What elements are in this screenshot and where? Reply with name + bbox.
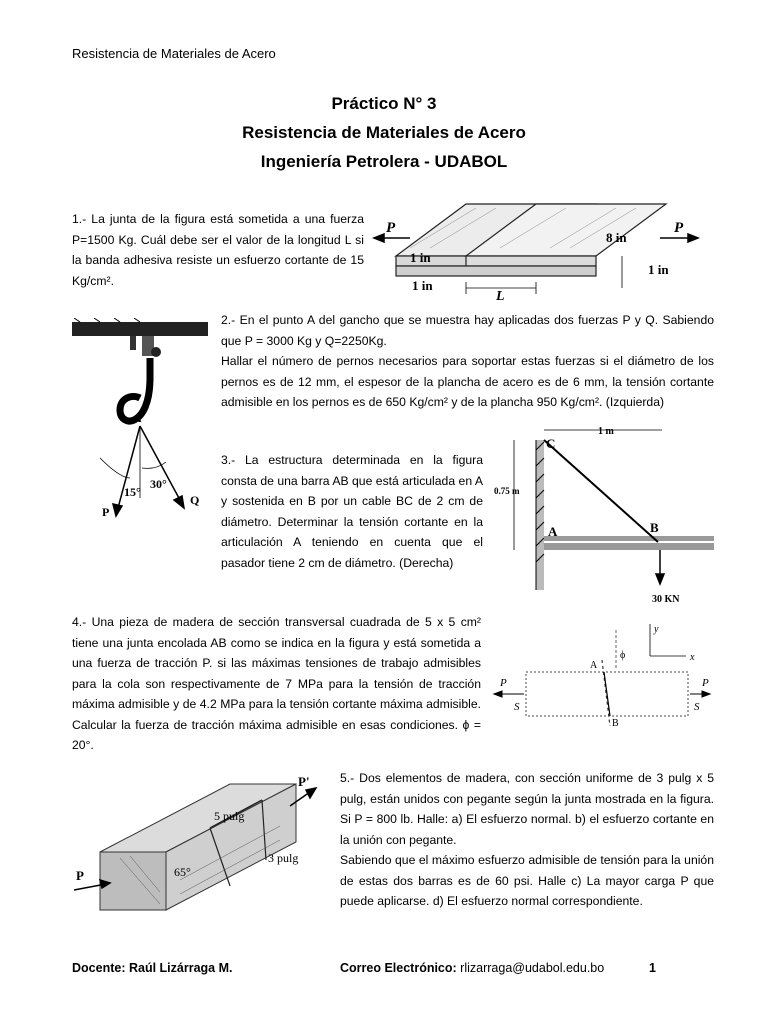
fig1-p-left: P bbox=[386, 220, 396, 236]
page-title: Práctico N° 3 bbox=[331, 94, 437, 113]
fig4-label-x: x bbox=[690, 652, 695, 663]
fig1-dim-1in-top: 1 in bbox=[410, 250, 431, 265]
footer-email-value: rlizarraga@udabol.edu.bo bbox=[460, 961, 605, 975]
figure-2-hook bbox=[70, 318, 210, 522]
figure-1-lap-joint bbox=[370, 200, 712, 300]
fig4-label-a: A bbox=[590, 660, 598, 671]
figure-5-glued-beams bbox=[70, 764, 328, 914]
fig3-dim-1m: 1 m bbox=[598, 426, 614, 437]
figure-4-glued-joint bbox=[490, 620, 714, 728]
problem-5-text-b: Sabiendo que el máximo esfuerzo admisible de tensión para la unión de estas dos barras es de 60 psi. Halle c) La mayor carga P que puede aplicarse. d) El esfuerzo normal correspondiente. bbox=[340, 853, 714, 908]
fig3-label-b: B bbox=[650, 520, 659, 535]
footer-email-label: Correo Electrónico: bbox=[340, 961, 457, 975]
fig1-dim-l: L bbox=[496, 289, 505, 300]
figure-3-bar-cable bbox=[492, 420, 714, 606]
problem-3-text: 3.- La estructura determinada en la figura consta de una barra AB que está articulada en A y sostenida en B por un cable BC de 2 cm de diámetro. Determinar la tensión cortante en la articulación A teniendo en cuenta que el pasador tiene 2 cm de diámetro. (Derecha) bbox=[221, 453, 483, 570]
page-subtitle: Resistencia de Materiales de Acero bbox=[242, 123, 526, 142]
fig4-label-y: y bbox=[654, 624, 659, 635]
fig4-label-b: B bbox=[612, 718, 619, 728]
fig4-label-s-left: S bbox=[514, 701, 520, 713]
page-program: Ingeniería Petrolera - UDABOL bbox=[260, 152, 508, 171]
fig5-label-p-right: P' bbox=[298, 774, 310, 789]
footer-docente-value: Raúl Lizárraga M. bbox=[128, 961, 233, 975]
running-header: Resistencia de Materiales de Acero bbox=[72, 46, 276, 61]
fig1-dim-8in: 8 in bbox=[606, 230, 627, 245]
fig3-dim-075m: 0.75 m bbox=[494, 486, 520, 496]
fig2-label-q: Q bbox=[190, 493, 200, 507]
fig2-angle-30: 30° bbox=[150, 477, 167, 491]
fig1-p-right: P bbox=[674, 220, 684, 236]
fig4-label-p-left: P bbox=[500, 677, 507, 689]
fig5-angle-65: 65° bbox=[174, 865, 191, 879]
footer-docente-label: Docente: bbox=[72, 961, 126, 975]
problem-1-text: 1.- La junta de la figura está sometida a una fuerza P=1500 Kg. Cuál debe ser el valor de la longitud L si la banda adhesiva resiste un esfuerzo cortante de 15 Kg/cm². bbox=[72, 212, 364, 288]
fig1-dim-1in-bottom: 1 in bbox=[412, 278, 433, 293]
footer-page-number: 1 bbox=[649, 961, 656, 975]
problem-2-text-a: 2.- En el punto A del gancho que se muestra hay aplicadas dos fuerzas P y Q. Sabiendo que P = 3000 Kg y Q=2250Kg. bbox=[221, 313, 714, 348]
fig5-dim-3pulg: 3 pulg bbox=[268, 851, 299, 865]
problem-4 bbox=[72, 612, 481, 756]
problem-5 bbox=[340, 768, 714, 912]
footer-docente bbox=[72, 961, 232, 975]
fig3-label-a: A bbox=[548, 524, 558, 539]
fig2-angle-15: 15° bbox=[124, 485, 141, 499]
fig2-label-a: A bbox=[134, 411, 143, 425]
problem-4-text: 4.- Una pieza de madera de sección transversal cuadrada de 5 x 5 cm² tiene una junta encolada AB como se indica en la figura y está sometida a una fuerza de tracción P. si las máximas tensiones de trabajo admisibles para la cola son respectivamente de 7 MPa para la tensión de tracción máxima admisible y de 4.2 MPa para la tensión cortante máxima admisible. Calcular la fuerza de tracción máxima admisible en esas condiciones. ϕ = 20°. bbox=[72, 615, 481, 752]
problem-3 bbox=[221, 450, 483, 573]
problem-1 bbox=[72, 209, 364, 291]
fig4-label-s-right: S bbox=[694, 701, 700, 713]
fig4-label-phi: ϕ bbox=[620, 650, 626, 661]
fig3-label-c: C bbox=[546, 436, 556, 451]
footer-email bbox=[340, 961, 604, 975]
problem-2 bbox=[221, 310, 714, 413]
fig2-label-p: P bbox=[102, 505, 110, 519]
fig3-load: 30 KN bbox=[652, 594, 680, 605]
problem-5-text-a: 5.- Dos elementos de madera, con sección uniforme de 3 pulg x 5 pulg, están unidos con pegante según la junta mostrada en la figura. Si P = 800 lb. Halle: a) El esfuerzo normal. b) el esfuerzo cortante en la unión con pegante. bbox=[340, 771, 714, 847]
fig1-dim-1in-right: 1 in bbox=[648, 262, 669, 277]
fig5-label-p-left: P bbox=[76, 868, 84, 883]
fig4-label-p-right: P bbox=[702, 677, 709, 689]
problem-2-text-b: Hallar el número de pernos necesarios para soportar estas fuerzas si el diámetro de los pernos es de 12 mm, el espesor de la plancha de acero es de 6 mm, la tensión cortante admisible en los pernos es de 650 Kg/cm² y de la plancha 950 Kg/cm². (Izquierda) bbox=[221, 354, 714, 409]
fig5-dim-5pulg: 5 pulg bbox=[214, 809, 245, 823]
